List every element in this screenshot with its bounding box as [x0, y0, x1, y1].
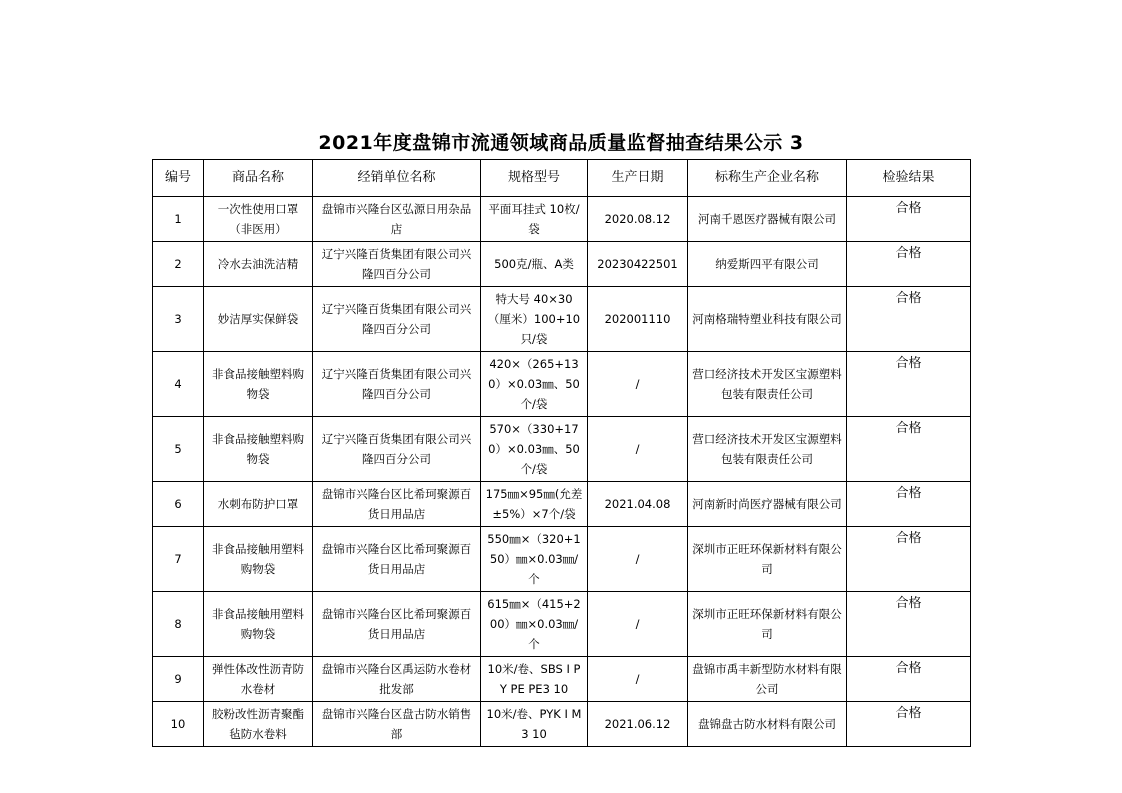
cell-spec: 500克/瓶、A类 [481, 242, 588, 287]
cell-result: 合格 [847, 702, 971, 747]
cell-number: 6 [153, 482, 204, 527]
results-table [152, 159, 971, 747]
table-row [153, 482, 971, 527]
cell-number: 5 [153, 417, 204, 482]
cell-spec: 特大号 40×30（厘米）100+10只/袋 [481, 287, 588, 352]
cell-manufacturer: 营口经济技术开发区宝源塑料包装有限责任公司 [688, 352, 847, 417]
cell-manufacturer: 深圳市正旺环保新材料有限公司 [688, 527, 847, 592]
cell-result: 合格 [847, 352, 971, 417]
cell-production-date: / [588, 352, 688, 417]
table-row [153, 197, 971, 242]
cell-result: 合格 [847, 527, 971, 592]
cell-manufacturer: 盘锦盘古防水材料有限公司 [688, 702, 847, 747]
cell-distributor: 盘锦市兴隆台区禹运防水卷材批发部 [313, 657, 481, 702]
cell-result: 合格 [847, 417, 971, 482]
cell-manufacturer: 营口经济技术开发区宝源塑料包装有限责任公司 [688, 417, 847, 482]
cell-product-name: 一次性使用口罩（非医用） [204, 197, 313, 242]
cell-product-name: 弹性体改性沥青防水卷材 [204, 657, 313, 702]
table-row [153, 417, 971, 482]
cell-production-date: / [588, 592, 688, 657]
cell-distributor: 盘锦市兴隆台区盘古防水销售部 [313, 702, 481, 747]
header-product-name: 商品名称 [204, 160, 313, 197]
cell-product-name: 非食品接触用塑料购物袋 [204, 527, 313, 592]
cell-spec: 10米/卷、SBS I PY PE PE3 10 [481, 657, 588, 702]
cell-production-date: 202001110 [588, 287, 688, 352]
table-row [153, 702, 971, 747]
cell-result: 合格 [847, 287, 971, 352]
cell-number: 9 [153, 657, 204, 702]
cell-production-date: 20230422501 [588, 242, 688, 287]
cell-manufacturer: 河南格瑞特塑业科技有限公司 [688, 287, 847, 352]
cell-distributor: 盘锦市兴隆台区比希珂聚源百货日用品店 [313, 527, 481, 592]
header-distributor: 经销单位名称 [313, 160, 481, 197]
cell-spec: 615㎜×（415+200）㎜×0.03㎜/个 [481, 592, 588, 657]
cell-result: 合格 [847, 242, 971, 287]
cell-number: 2 [153, 242, 204, 287]
cell-distributor: 辽宁兴隆百货集团有限公司兴隆四百分公司 [313, 417, 481, 482]
header-result: 检验结果 [847, 160, 971, 197]
cell-distributor: 辽宁兴隆百货集团有限公司兴隆四百分公司 [313, 242, 481, 287]
cell-manufacturer: 河南新时尚医疗器械有限公司 [688, 482, 847, 527]
cell-number: 1 [153, 197, 204, 242]
cell-production-date: 2021.04.08 [588, 482, 688, 527]
cell-number: 10 [153, 702, 204, 747]
page-title: 2021年度盘锦市流通领域商品质量监督抽查结果公示 3 [318, 132, 804, 154]
cell-result: 合格 [847, 657, 971, 702]
cell-manufacturer: 纳爱斯四平有限公司 [688, 242, 847, 287]
cell-distributor: 盘锦市兴隆台区比希珂聚源百货日用品店 [313, 482, 481, 527]
header-spec: 规格型号 [481, 160, 588, 197]
cell-manufacturer: 河南千恩医疗器械有限公司 [688, 197, 847, 242]
cell-production-date: / [588, 527, 688, 592]
cell-production-date: / [588, 417, 688, 482]
cell-product-name: 非食品接触塑料购物袋 [204, 417, 313, 482]
table-row [153, 242, 971, 287]
cell-spec: 平面耳挂式 10枚/袋 [481, 197, 588, 242]
cell-production-date: 2020.08.12 [588, 197, 688, 242]
header-manufacturer: 标称生产企业名称 [688, 160, 847, 197]
cell-spec: 175㎜×95㎜(允差±5%）×7个/袋 [481, 482, 588, 527]
cell-product-name: 非食品接触塑料购物袋 [204, 352, 313, 417]
cell-number: 4 [153, 352, 204, 417]
cell-result: 合格 [847, 482, 971, 527]
cell-number: 3 [153, 287, 204, 352]
table-header-row [153, 160, 971, 197]
cell-production-date: 2021.06.12 [588, 702, 688, 747]
table-row [153, 527, 971, 592]
header-production-date: 生产日期 [588, 160, 688, 197]
cell-result: 合格 [847, 197, 971, 242]
cell-spec: 570×（330+170）×0.03㎜、50个/袋 [481, 417, 588, 482]
cell-product-name: 冷水去油洗洁精 [204, 242, 313, 287]
cell-spec: 420×（265+130）×0.03㎜、50个/袋 [481, 352, 588, 417]
cell-distributor: 辽宁兴隆百货集团有限公司兴隆四百分公司 [313, 352, 481, 417]
table-row [153, 657, 971, 702]
cell-manufacturer: 深圳市正旺环保新材料有限公司 [688, 592, 847, 657]
cell-production-date: / [588, 657, 688, 702]
cell-spec: 10米/卷、PYK I M 3 10 [481, 702, 588, 747]
cell-distributor: 盘锦市兴隆台区比希珂聚源百货日用品店 [313, 592, 481, 657]
cell-number: 8 [153, 592, 204, 657]
cell-distributor: 盘锦市兴隆台区弘源日用杂品店 [313, 197, 481, 242]
cell-product-name: 妙洁厚实保鲜袋 [204, 287, 313, 352]
cell-spec: 550㎜×（320+150）㎜×0.03㎜/个 [481, 527, 588, 592]
cell-result: 合格 [847, 592, 971, 657]
cell-manufacturer: 盘锦市禹丰新型防水材料有限公司 [688, 657, 847, 702]
cell-product-name: 水刺布防护口罩 [204, 482, 313, 527]
table-row [153, 287, 971, 352]
cell-product-name: 胶粉改性沥青聚酯毡防水卷料 [204, 702, 313, 747]
cell-product-name: 非食品接触用塑料购物袋 [204, 592, 313, 657]
header-number: 编号 [153, 160, 204, 197]
table-row [153, 352, 971, 417]
cell-distributor: 辽宁兴隆百货集团有限公司兴隆四百分公司 [313, 287, 481, 352]
table-row [153, 592, 971, 657]
cell-number: 7 [153, 527, 204, 592]
